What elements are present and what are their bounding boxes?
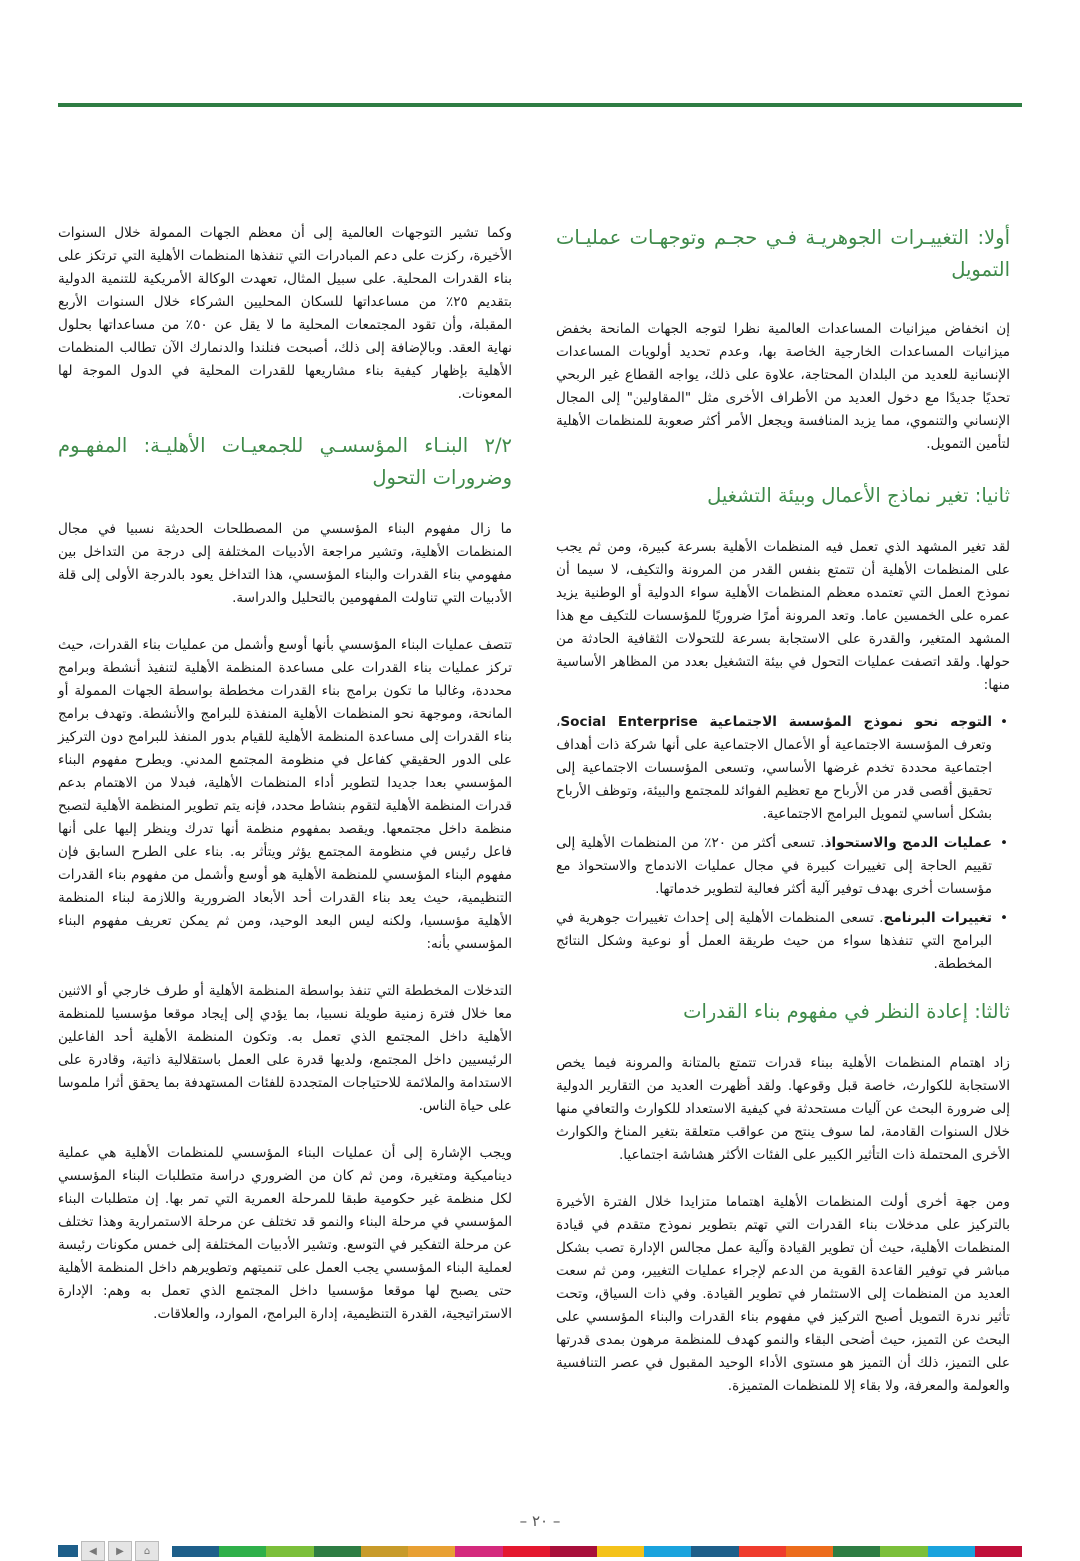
footer-stripe — [691, 1546, 739, 1557]
footer-stripe — [833, 1546, 881, 1557]
footer-stripe — [550, 1546, 598, 1557]
nav-square — [58, 1545, 78, 1557]
bullet-list — [556, 711, 1010, 976]
footer-stripe — [739, 1546, 787, 1557]
paragraph-operating-environment: لقد تغير المشهد الذي تعمل فيه المنظمات الأهلية بسرعة كبيرة، ومن ثم يجب على المنظمات الأهلية أن تتمتع بنفس القدر من المرونة والتكيف، لا سيما أن نموذج العمل التي تعتمده معظم المنظمات الأهلية سواء الدولية أو الوطنية يزيد عمره على الخمسين عاما. وتعد المرونة أمرًا ضروريًا للمؤسسات للتكيف مع هذا المشهد المتغير، والقدرة على الاستجابة بسرعة للتحولات الثقافية الحادثة من حولها. ولقد اتصفت عمليات التحول في بيئة التشغيل بعدد من المظاهر الأساسية منها: — [556, 539, 1010, 693]
left-column — [58, 222, 512, 1326]
footer-stripe — [880, 1546, 928, 1557]
list-item: • تغييرات البرنامج. تسعى المنظمات الأهلية إلى إحداث تغييرات جوهرية في البرامج التي تنفذها سواء من حيث طريقة العمل أو نوعية وشكل النتائج المخططة. — [556, 910, 1008, 972]
list-item: • التوجه نحو نموذج المؤسسة الاجتماعية Social Enterprise، وتعرف المؤسسة الاجتماعية أو الأعمال الاجتماعية على أنها شركة ذات أهداف اجتماعية محددة تخدم غرضها الأساسي، وتسعى المؤسسات الاجتماعية إلى تحقيق أقصى قدر من الأرباح مع تعظيم الفوائد للمجتمع والبيئة، وتوظف الأرباح بشكل أساسي لتمويل البرامج الاجتماعية. — [556, 714, 1008, 822]
page-navigation — [58, 1541, 159, 1561]
paragraph-leadership: ومن جهة أخرى أولت المنظمات الأهلية اهتماما متزايدا خلال الفترة الأخيرة بالتركيز على مدخلات بناء القدرات التي تهتم بتطوير نموذج متقدم في قيادة المنظمات الأهلية، حيث أن تطوير القيادة وآلية عمل مجالس الإدارة تصب بشكل مباشر في توفير القاعدة القوية من الدعم لإجراء عمليات التغيير، ومن ثم سعت العديد من المنظمات إلى الاستثمار في تطوير القيادة. وفي ذات السياق، وتحت تأثير ندرة التمويل أصبح التركيز في مفهوم بناء القدرات والبناء المؤسسي على البحث عن التميز، حيث أضحى البقاء والنمو كهدف للمنظمة مرهون بمدى قدرتها على التميز، ذلك أن التميز هو مستوى الأداء الوحيد المقبول في عصر التنافسية والعولمة والمعرفة، ولا بقاء إلا للمنظمات المتميزة. — [556, 1194, 1010, 1394]
page-number: – ٢٠ – — [519, 1512, 561, 1530]
footer-stripe — [408, 1546, 456, 1557]
heading-capacity-building: ثالثا: إعادة النظر في مفهوم بناء القدرات — [683, 1000, 1010, 1023]
paragraph-definition: التدخلات المخططة التي تنفذ بواسطة المنظمة الأهلية أو طرف خارجي أو الاثنين معا خلال فترة زمنية طويلة نسبيا، بما يؤدي إلى إيجاد موقعا مؤسسيا للمنظمة الأهلية داخل المجتمع الذي تعمل به. وتكون المنظمة الأهلية أحد الفاعلين الرئيسيين داخل المجتمع، ولديها قدرة على العمل باستقلالية ذاتية، وقادرة على الاستدامة والملائمة للاحتياجات المتجددة للفئات المستهدفة بما يحقق أثرا ملموسا على حياة الناس. — [58, 983, 512, 1114]
footer-stripe — [314, 1546, 362, 1557]
back-arrow-icon[interactable]: ◀ — [81, 1541, 105, 1561]
home-icon[interactable]: ⌂ — [135, 1541, 159, 1561]
footer-stripe — [786, 1546, 834, 1557]
paragraph-global-trends: وكما تشير التوجهات العالمية إلى أن معظم الجهات الممولة خلال السنوات الأخيرة، ركزت على دعم المبادرات التي تنفذها المنظمات الأهلية التي ترتكز على بناء القدرات المحلية. على سبيل المثال، تعهدت الوكالة الأمريكية للتنمية الدولية بتقديم ٢٥٪ من مساعداتها للسكان المحليين الشركاء خلال السنوات الأربع المقبلة، وأن تقود المجتمعات المحلية ما لا يقل عن ٥٠٪ من مساعداتها بحلول نهاية العقد. وبالإضافة إلى ذلك، أصبحت فنلندا والدنمارك الآن تطالب المنظمات الأهلية بإظهار كيفية بناء مشاريعها للقدرات المحلية في الدول الموجة لها المعونات. — [58, 225, 512, 402]
heading-institutional-building: ٢/٢ البنـاء المؤسسـي للجمعيـات الأهليـة: المفهـوم وضرورات التحول — [58, 434, 512, 489]
paragraph-components: ويجب الإشارة إلى أن عمليات البناء المؤسسي للمنظمات الأهلية هي عملية ديناميكية ومتغيرة، ومن ثم كان من الضروري دراسة متطلبات البناء المؤسسي لكل منظمة غير حكومية طبقا للمرحلة العمرية التي تمر بها. إن متطلبات البناء المؤسسي في مرحلة البناء والنمو قد تختلف عن مرحلة الاستمرارية وهذا تختلف عن مرحلة التفكير في التوسع. وتشير الأدبيات المختلفة إلى خمس مكونات رئيسة لعملية البناء المؤسسي يجب العمل على تنميتهم وتطويرهم داخل المنظمة الأهلية حتى يصبح لها موقعا مؤسسيا داخل المجتمع الذي تعمل به وهم: الإدارة الاستراتيجية، القدرة التنظيمية، إدارة البرامج، الموارد، والعلاقات. — [58, 1145, 512, 1322]
right-column — [556, 222, 1010, 1398]
footer-stripe — [975, 1546, 1023, 1557]
footer-stripe — [455, 1546, 503, 1557]
footer-stripe — [219, 1546, 267, 1557]
footer-stripe — [172, 1546, 220, 1557]
forward-arrow-icon[interactable]: ▶ — [108, 1541, 132, 1561]
heading-business-models: ثانيا: تغير نماذج الأعمال وبيئة التشغيل — [707, 484, 1010, 507]
heading-funding-changes: أولا: التغييـرات الجوهريـة فـي حجـم وتوجهـات عمليـات التمويل — [556, 226, 1010, 281]
paragraph-resilience: زاد اهتمام المنظمات الأهلية ببناء قدرات تتمتع بالمتانة والمرونة فيما يخص الاستجابة للكوارث، خاصة قبل وقوعها. ولقد أظهرت العديد من التقارير الدولية إلى ضرورة البحث عن آليات مستحدثة في كيفية الاستعداد للكوارث والتعافي منها خلال السنوات القادمة، لما سوف ينتج من عواقب متعلقة بتغير المناخ والكوارث الأخرى المحتملة ذات التأثير الكبير على الفئات الأكثر هشاشة اجتماعيا. — [556, 1055, 1010, 1163]
footer-stripe — [266, 1546, 314, 1557]
footer-stripe — [361, 1546, 409, 1557]
paragraph-concept: ما زال مفهوم البناء المؤسسي من المصطلحات الحديثة نسبيا في مجال المنظمات الأهلية، وتشير مراجعة الأدبيات المختلفة إلى درجة من التداخل بين مفهومي بناء القدرات والبناء المؤسسي، هذا التداخل يعود بالدرجة الأولى إلى قلة الأدبيات التي تناولت المفهومين بالتحليل والدراسة. — [58, 521, 512, 606]
footer-stripe — [928, 1546, 976, 1557]
footer-stripe — [503, 1546, 551, 1557]
top-rule — [58, 103, 1022, 107]
paragraph-institutional-vs-capacity: تتصف عمليات البناء المؤسسي بأنها أوسع وأشمل من عمليات بناء القدرات، حيث تركز عمليات بناء القدرات على مساعدة المنظمة الأهلية لتنفيذ أنشطة وبرامج محددة، وغالبا ما تكون برامج بناء القدرات مخططة بواسطة الجهات الممولة أو المانحة، وموجهة نحو المنظمات الأهلية المنفذة للبرامج والأنشطة. وتهدف برامج بناء القدرات إلى مساعدة المنظمة الأهلية للقيام بدور المنفذ للبرامج دون التركيز على الدور الحقيقي كفاعل في منظومة المجتمع المدني. ويطرح مفهوم البناء المؤسسي بعدا جديدا لتطوير أداء المنظمات الأهلية، فبدلا من الاهتمام بدعم قدرات المنظمة الأهلية لتقوم بنشاط محدد، فإنه يتم تطوير المنظمة الأهلية لتصبح منظمة داخل مجتمعها. ويقصد بمفهوم منظمة أنها تدرك وينظر إليها على أنها فاعل رئيس في منظومة المجتمع يؤثر ويتأثر به. بناء على الطرح السابق فإن مفهوم البناء المؤسسي للمنظمة الأهلية هو أوسع وأشمل من مفهوم بناء القدرات التنظيمية، حيث يعد بناء القدرات أحد الأبعاد الضرورية واللازمة لبناء المنظمة الأهلية مؤسسيا، ولكنه ليس البعد الوحيد، ومن ثم يمكن تعريف مفهوم البناء المؤسسي بأنه: — [58, 637, 512, 952]
list-item: • عمليات الدمج والاستحواذ. تسعى أكثر من ٢٠٪ من المنظمات الأهلية إلى تقييم الحاجة إلى تغييرات كبيرة في مجال عمليات الاندماج والاستحواذ مع مؤسسات أخرى بهدف توفير آلية أكثر فعالية لتطوير خدماتها. — [556, 835, 1008, 897]
footer-stripe — [644, 1546, 692, 1557]
paragraph-funding: إن انخفاض ميزانيات المساعدات العالمية نظرا لتوجه الجهات المانحة بخفض ميزانيات المساعدات الخارجية الخاصة بها، وعدم تحديد أولويات المساعدات الإنسانية للعديد من البلدان المحتاجة، علاوة على ذلك، يواجه القطاع غير الربحي تحديًا جديدًا مع دخول العديد من الأطراف الأخرى مثل "المقاولين" إلى المجال الإنساني والتنموي، مما يزيد المنافسة ويجعل الأمر أكثر صعوبة للمنظمات الأهلية لتأمين التمويل. — [556, 321, 1010, 452]
footer-stripe — [597, 1546, 645, 1557]
